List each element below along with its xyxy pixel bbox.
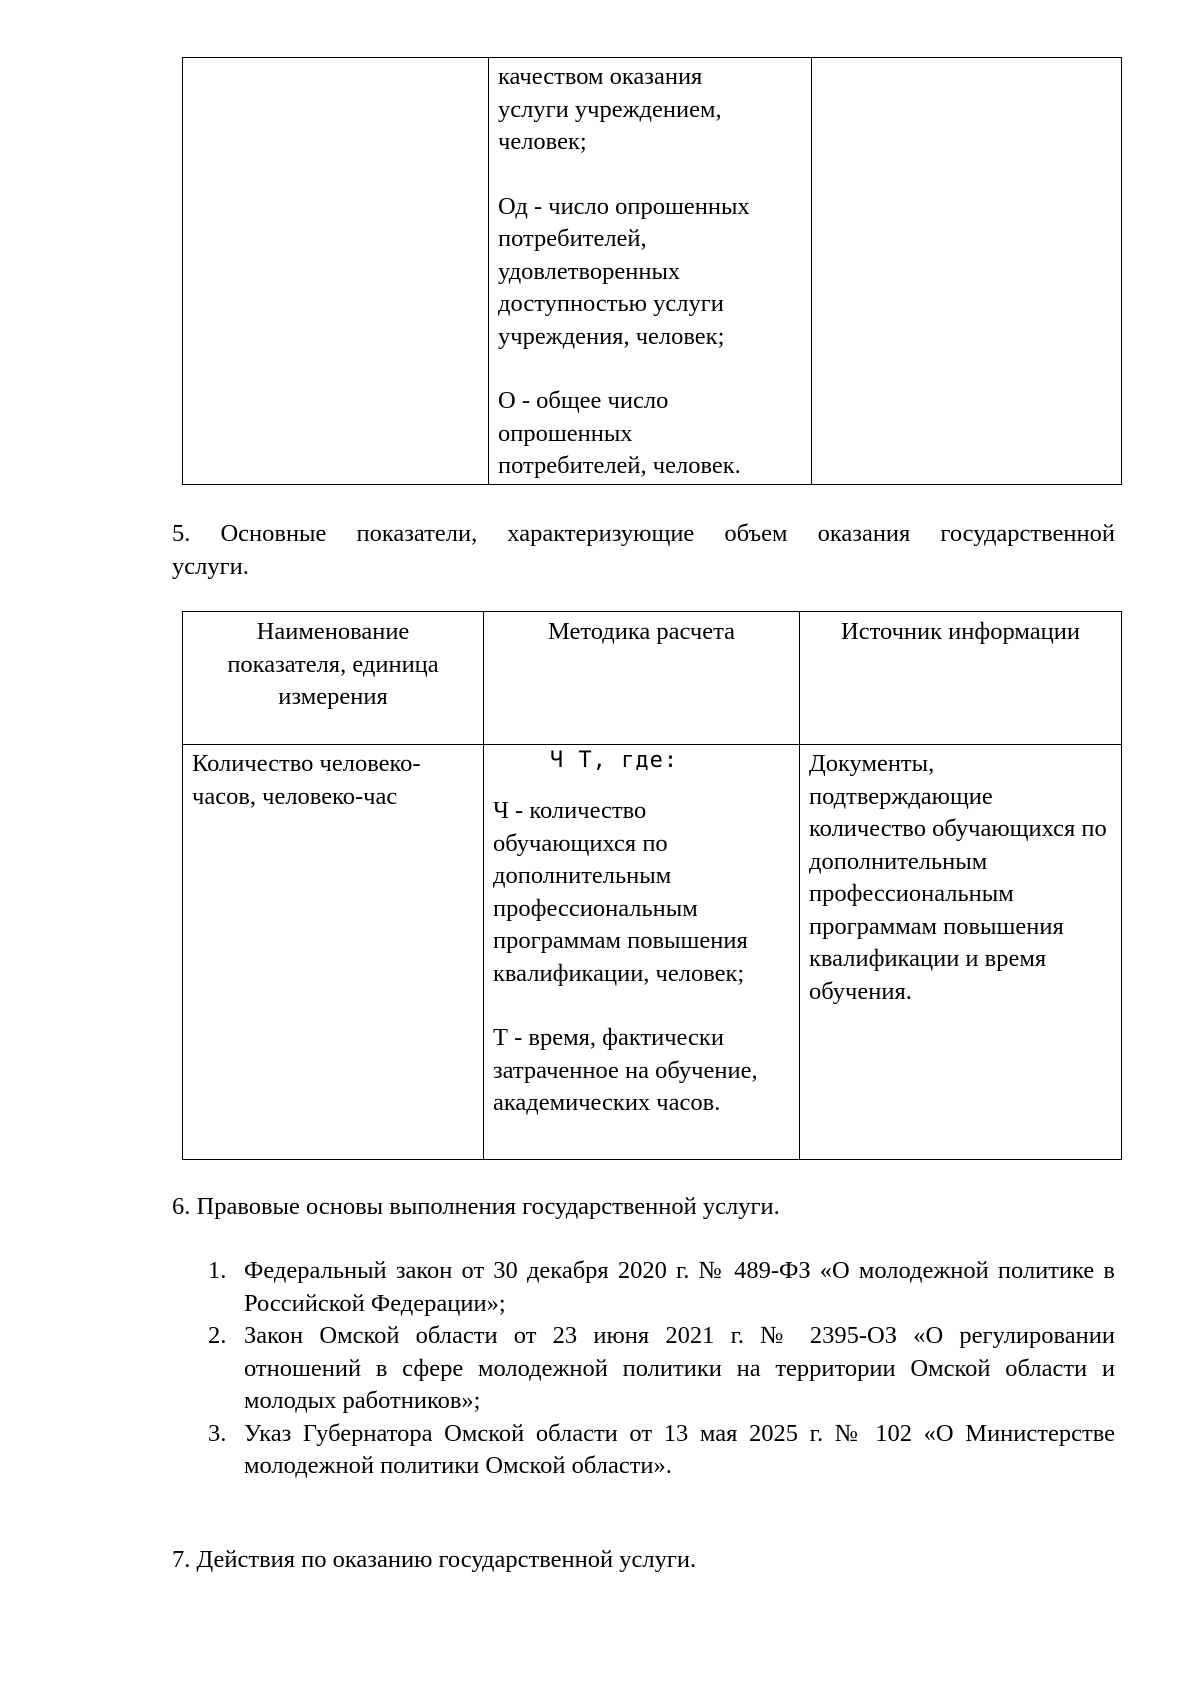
calculation-method-cell <box>489 58 812 485</box>
formula-text: Ч Т, где: <box>549 748 679 773</box>
info-source-cell: Документы, подтверждающие количество обучающихся по дополнительным профессиональным программам повышения квалификации и время обучения. <box>800 745 1122 1160</box>
indicator-name-cell: Количество человеко-часов, человеко-час <box>183 745 484 1160</box>
method-paragraph-2: Т - время, фактически затраченное на обучение, академических часов. <box>493 1024 758 1116</box>
header-info-source: Источник информации <box>800 612 1122 745</box>
section-6-heading: 6. Правовые основы выполнения государственной услуги. <box>172 1193 780 1220</box>
info-source-cell <box>812 58 1122 485</box>
method-paragraph-1: качеством оказания услуги учреждением, человек; <box>498 63 722 155</box>
section-5-heading: 5. Основные показатели, характеризующие объем оказания государственной услуги. <box>172 520 1115 580</box>
table-row <box>183 745 1122 1160</box>
legal-basis-list <box>172 1255 1115 1483</box>
calculation-method-cell <box>484 745 800 1160</box>
list-item: 3. Указ Губернатора Омской области от 13 мая 2025 г. № 102 «О Министерстве молодежной политики Омской области». <box>208 1419 1115 1479</box>
method-paragraph-1: Ч - количество обучающихся по дополнительным профессиональным программам повышения квалификации, человек; <box>493 797 748 987</box>
list-item: 2. Закон Омской области от 23 июня 2021 г. № 2395-ОЗ «О регулировании отношений в сфере молодежной политики на территории Омской области и молодых работников»; <box>208 1322 1115 1414</box>
list-item: 1. Федеральный закон от 30 декабря 2020 г. № 489-ФЗ «О молодежной политике в Российской Федерации»; <box>208 1257 1115 1317</box>
indicator-name-cell <box>183 58 489 485</box>
method-paragraph-3: О - общее число опрошенных потребителей, человек. <box>498 387 741 479</box>
table-header-row <box>183 612 1122 745</box>
section-7-heading: 7. Действия по оказанию государственной услуги. <box>172 1546 697 1573</box>
method-paragraph-2: Од - число опрошенных потребителей, удовлетворенных доступностью услуги учреждения, человек; <box>498 192 750 350</box>
header-indicator-name: Наименование показателя, единица измерения <box>183 612 484 745</box>
volume-indicators-table <box>182 611 1122 1160</box>
header-calculation-method: Методика расчета <box>484 612 800 745</box>
quality-indicators-table-continuation <box>182 57 1122 485</box>
